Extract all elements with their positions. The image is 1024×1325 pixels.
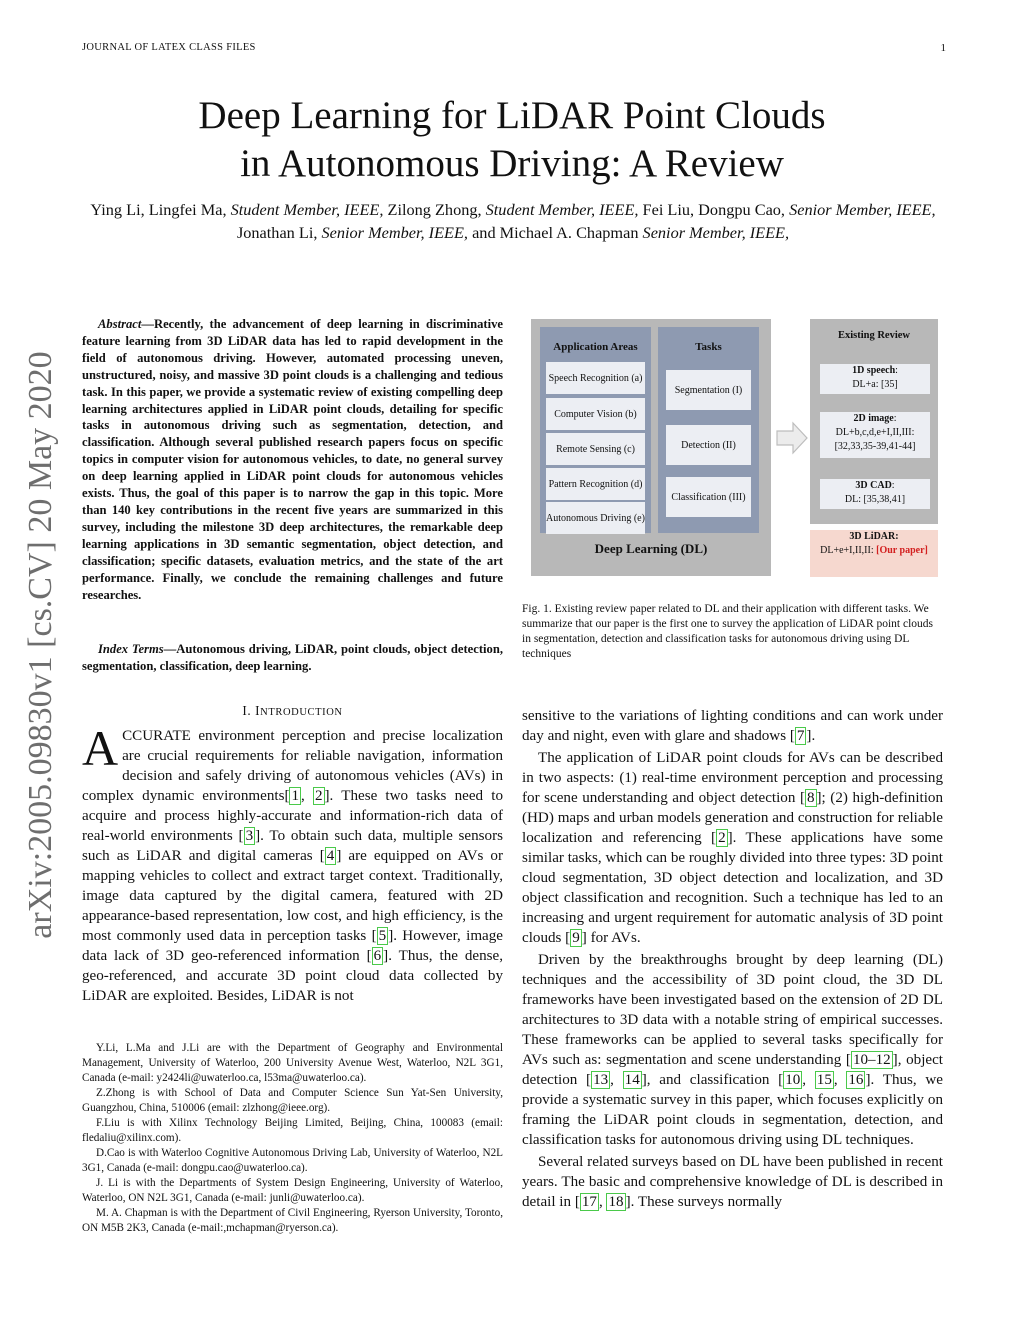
intro-right-text	[522, 706, 943, 1212]
abstract-label: Abstract	[98, 317, 142, 331]
abstract	[82, 316, 503, 603]
app-label: Pattern Recognition (d)	[548, 478, 643, 490]
deep-learning-label: Deep Learning (DL)	[594, 541, 708, 556]
review-box: 2D image: DL+b,c,d,e+I,II,III: [32,33,35-39,41-44]	[820, 412, 930, 458]
text-span: ].	[806, 728, 816, 744]
task-box	[666, 370, 751, 410]
task-label: Classification (III)	[671, 491, 746, 503]
arxiv-stamp	[18, 345, 64, 945]
application-areas-column	[540, 327, 651, 533]
index-terms	[82, 641, 503, 675]
review-detail: DL: [35,38,41]	[844, 494, 906, 505]
app-box	[546, 502, 645, 534]
citation-link[interactable]: 15	[816, 1072, 832, 1088]
tasks-column	[658, 327, 759, 533]
our-paper-box	[810, 530, 938, 577]
paragraph	[522, 1152, 943, 1212]
text-span: ]. These two tasks need to acquire and process highly-accurate and information-rich data of real-world environments [	[82, 788, 504, 844]
text-span: ], object detection [	[522, 1052, 943, 1088]
author-list	[80, 198, 946, 244]
app-box	[546, 468, 645, 500]
text-span: ] for AVs.	[581, 930, 641, 946]
citation-link[interactable]: 6	[373, 948, 382, 964]
abstract-text: —Recently, the advancement of deep learning in discriminative feature learning from 3D LiDAR data has led to rapid development in the field of autonomous driving. However, automated processing uneven, unstructured, noisy, and massive 3D point clouds is a challenging and tedious task. In this paper, we provide a systematic review of existing compelling deep learning architectures applied in LiDAR point clouds, detailing for specific tasks in autonomous driving such as segmentation, detection, and classification. Although several published research papers focus on specific topics in computer vision for autonomous vehicles, to date, no general survey on deep learning applied in LiDAR point clouds for autonomous vehicles exists. Thus, the goal of this paper is to narrow the gap in this topic. More than 140 key contributions in the recent five years are summarized in this survey, including the milestone 3D deep architectures, the remarkable deep learning applications in 3D semantic segmentation, object detection, and classification; specific datasets, evaluation metrics, and the state of the art performance. Finally, we conclude the remaining challenges and future researches.	[82, 317, 503, 602]
running-header: JOURNAL OF LATEX CLASS FILES	[82, 42, 256, 53]
author-names: Jonathan Li,	[236, 223, 318, 242]
author-names: Zilong Zhong,	[387, 200, 482, 219]
footnote: J. Li is with the Departments of System Design Engineering, University of Waterloo, Waterloo, ON N2L 3G1, Canada (e-mail: junli@uwaterloo.ca).	[82, 1177, 503, 1204]
text-span: sensitive to the variations of lighting conditions and can work under day and night, even with glare and shadows [	[522, 708, 943, 744]
text-span: Driven by the breakthroughs brought by deep learning (DL) techniques and the accessibility of 3D point cloud, the 3D DL frameworks have been investigated based on the extension of 2D DL architectures to 3D data with a notable string of empirical successes. These frameworks can be applied to several tasks specifically for AVs such as: segmentation and scene understanding [	[522, 952, 943, 1068]
section-heading	[82, 703, 503, 719]
intro-left-text	[82, 720, 504, 1006]
paper-title	[0, 92, 1024, 188]
review-title: 2D image	[853, 413, 894, 424]
footnote: M. A. Chapman is with the Department of Civil Engineering, Ryerson University, Toronto, ON M5B 2K3, Canada (e-mail:,mchapman@ryerson.ca).	[82, 1207, 503, 1234]
title-line-2: in Autonomous Driving: A Review	[240, 142, 784, 185]
review-title: 3D CAD	[855, 480, 892, 491]
text-span: The application of LiDAR point clouds for AVs can be described in two aspects: (1) real-time environment perception and processing for scene understanding and object detection [	[522, 750, 943, 806]
author-role: Senior Member, IEEE,	[642, 223, 790, 242]
citation-link[interactable]: 13	[593, 1072, 609, 1088]
citation-link[interactable]: 16	[848, 1072, 864, 1088]
existing-review-panel	[810, 319, 938, 524]
task-box	[666, 425, 751, 465]
author-names: Ying Li, Lingfei Ma,	[90, 200, 227, 219]
review-title: 1D speech	[852, 365, 896, 376]
citation-link[interactable]: 14	[624, 1072, 640, 1088]
author-role: Student Member, IEEE,	[485, 200, 639, 219]
review-box: 1D speech: DL+a: [35]	[820, 364, 930, 394]
app-label: Remote Sensing (c)	[556, 443, 635, 455]
task-box	[666, 477, 751, 517]
text-span: ]. Thus, the dense, geo-referenced, and accurate 3D point cloud data collected by LiDAR are exploited. Besides, LiDAR is not	[82, 948, 504, 1004]
text-span: ,	[802, 1072, 815, 1088]
text-span: ,	[598, 1194, 607, 1210]
text-span: ], and classification [	[641, 1072, 784, 1088]
text-span: ]. To obtain such data, multiple sensors such as LiDAR and digital cameras [	[82, 828, 504, 864]
section-number: I.	[242, 703, 252, 718]
text-span: Several related surveys based on DL have been published in recent years. The basic and comprehensive knowledge of DL is described in detail in [	[522, 1154, 943, 1210]
footnote: Z.Zhong is with School of Data and Computer Science Sun Yat-Sen University, Guangzhou, China, 510006 (email: zlzhong@ieee.org).	[82, 1087, 503, 1114]
dl-panel	[531, 319, 771, 576]
affiliation-footnotes	[82, 1041, 503, 1236]
app-box	[546, 433, 645, 465]
paragraph	[522, 706, 943, 746]
review-box: 3D CAD: DL: [35,38,41]	[820, 479, 930, 509]
arxiv-stamp-text: arXiv:2005.09830v1 [cs.CV] 20 May 2020	[22, 351, 59, 939]
paragraph	[522, 950, 943, 1150]
author-role: Student Member, IEEE,	[230, 200, 384, 219]
index-terms-text: —Autonomous driving, LiDAR, point clouds, object detection, segmentation, classification, deep learning.	[82, 642, 504, 673]
citation-link[interactable]: 9	[572, 930, 580, 946]
citation-link[interactable]: 3	[245, 828, 254, 844]
citation-link[interactable]: 8	[806, 790, 815, 806]
app-label: Speech Recognition (a)	[548, 372, 643, 384]
text-span: ,	[833, 1072, 847, 1088]
footnote: F.Liu is with Xilinx Technology Beijing Limited, Beijing, China, 100083 (email: fledaliu@xilinx.com).	[82, 1117, 503, 1144]
citation-link[interactable]: 10	[785, 1072, 801, 1088]
text-span: ]. These surveys normally	[625, 1194, 783, 1210]
text-span: ] are equipped on AVs or mapping vehicles to collect and extract target context. Traditionally, image data captured by the digital camera, featured with 2D appearance-based representation, low cost, and high efficiency, is the most commonly used data in perception tasks [	[82, 848, 503, 944]
figure-1	[531, 319, 941, 577]
author-names: and Michael A. Chapman	[472, 223, 639, 242]
text-span: ]. Thus, we provide a systematic survey in this paper, which focuses explicitly on framing the LiDAR point clouds in segmentation, detection, and classification tasks for autonomous driving using DL techniques.	[522, 1072, 944, 1148]
section-title-rest: NTRODUCTION	[260, 707, 343, 718]
app-box	[546, 362, 645, 394]
text-span: ]; (2) high-definition (HD) maps and urban models generation and construction for reliable localization and referencing [	[522, 790, 943, 846]
text-span: ]. These applications have some similar tasks, which can be roughly divided into three types: 3D point cloud segmentation, 3D object detection and localization, and 3D object classification and recognition. Such a technique has led to an increasing and urgent requirement for automatic analysis of 3D point clouds [	[522, 830, 943, 946]
citation-link[interactable]: 7	[796, 728, 805, 744]
review-detail: DL+a: [35]	[852, 379, 898, 390]
citation-link[interactable]: 17	[581, 1194, 597, 1210]
citation-link[interactable]: 2	[718, 830, 726, 846]
page-number: 1	[940, 42, 946, 54]
task-label: Segmentation (I)	[674, 384, 743, 396]
text-span: CCURATE environment perception and precise localization are crucial requirements for reliable navigation, information decision and safely driving of autonomous vehicles (AVs) in complex dynamic environments[	[82, 728, 503, 804]
title-line-1: Deep Learning for LiDAR Point Clouds	[198, 94, 826, 137]
citation-link[interactable]: 1	[291, 788, 300, 804]
author-role: Senior Member, IEEE,	[789, 200, 936, 219]
paragraph	[522, 748, 943, 948]
task-label: Detection (II)	[681, 439, 736, 451]
author-names: Fei Liu, Dongpu Cao,	[642, 200, 785, 219]
app-box	[546, 398, 645, 430]
citation-link[interactable]: 4	[326, 848, 335, 864]
figure-caption: Fig. 1. Existing review paper related to DL and their application with different tasks. We summarize that our paper is the first one to survey the application of LiDAR point clouds in segmentation, detection and classification tasks for autonomous driving using DL techniques	[522, 603, 934, 660]
our-paper-tag: [Our paper]	[876, 545, 928, 556]
right-arrow-icon	[776, 421, 808, 455]
citation-link[interactable]: 18	[608, 1194, 624, 1210]
text-span: ]. However, image data lack of 3D geo-referenced information [	[82, 928, 503, 964]
existing-review-heading: Existing Review	[837, 330, 911, 341]
application-areas-heading: Application Areas	[553, 341, 638, 353]
app-label: Autonomous Driving (e)	[546, 512, 645, 524]
review-detail: DL+b,c,d,e+I,II,III: [32,33,35-39,41-44]	[834, 427, 916, 452]
app-label: Computer Vision (b)	[554, 408, 637, 420]
text-span: ,	[301, 788, 313, 804]
section-initial: I	[255, 703, 261, 718]
index-terms-label: Index Terms	[98, 642, 164, 656]
drop-cap: A	[82, 720, 119, 776]
citation-link[interactable]: 5	[378, 928, 387, 944]
citation-link[interactable]: 10–12	[852, 1052, 891, 1068]
footnote: Y.Li, L.Ma and J.Li are with the Department of Geography and Environmental Management, University of Waterloo, 200 University Avenue West, Waterloo, N2L 3G1, Canada (e-mail: y2424li@uwaterloo.ca, l53ma@uwaterloo.ca).	[82, 1042, 503, 1084]
text-span: ,	[610, 1072, 623, 1088]
tasks-heading: Tasks	[695, 341, 722, 353]
our-paper-detail: DL+e+I,II,II:	[820, 545, 877, 556]
citation-link[interactable]: 2	[314, 788, 323, 804]
author-role: Senior Member, IEEE,	[321, 223, 468, 242]
our-paper-title: 3D LiDAR:	[849, 531, 899, 542]
footnote: D.Cao is with Waterloo Cognitive Autonomous Driving Lab, University of Waterloo, N2L 3G1, Canada (e-mail: dongpu.cao@uwaterloo.ca).	[82, 1147, 503, 1174]
